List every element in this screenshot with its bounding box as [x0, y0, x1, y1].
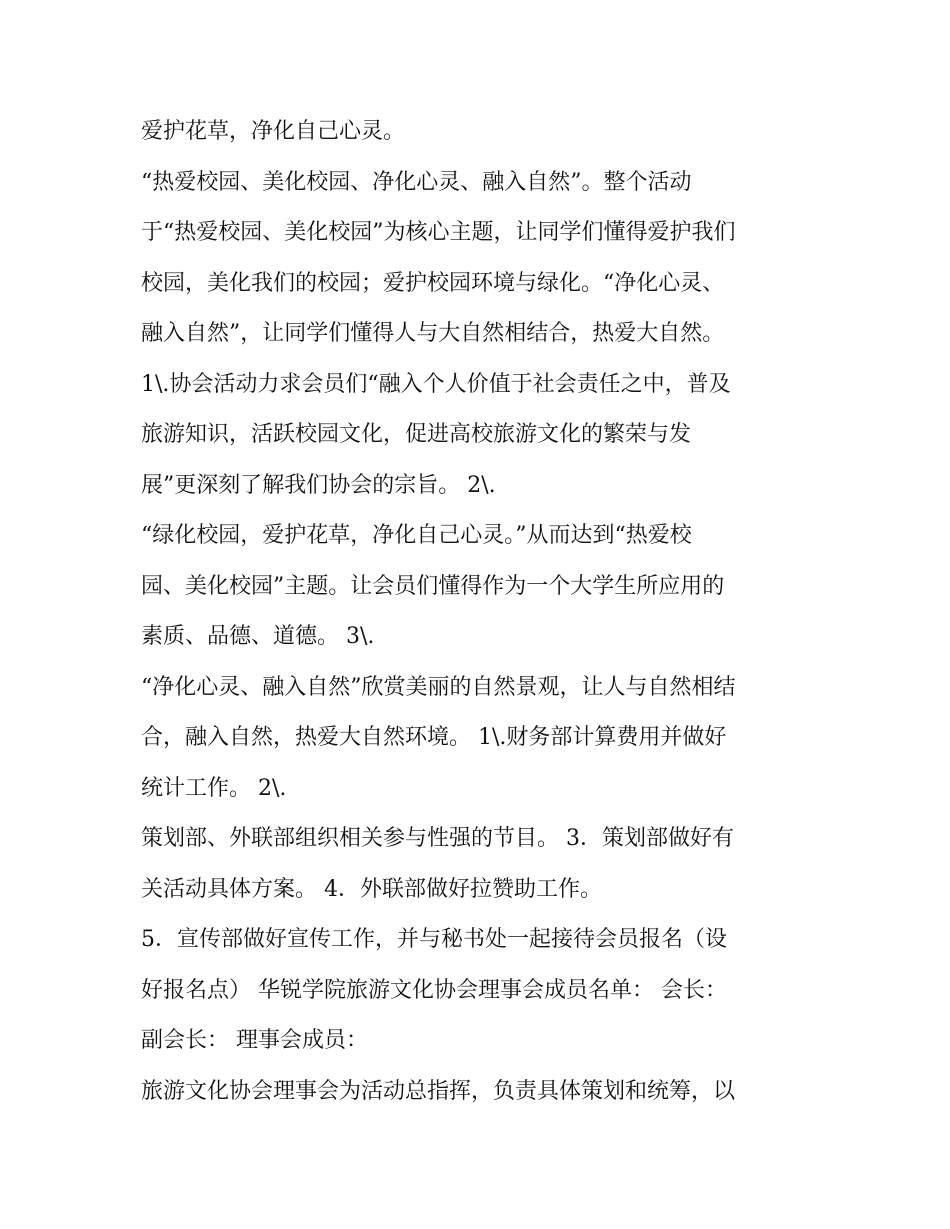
text-line: 副会长： 理事会成员：: [141, 1028, 368, 1053]
text-line: 旅游文化协会理事会为活动总指挥，负责具体策划和统筹，以: [141, 1078, 736, 1104]
text-line: 1\.协会活动力求会员们“融入个人价值于社会责任之中，普及: [141, 371, 731, 397]
text-line: 关活动具体方案。 4．外联部做好拉赞助工作。: [141, 876, 602, 902]
text-line: 园、美化校园”主题。让会员们懂得作为一个大学生所应用的: [141, 573, 725, 599]
text-line: 爱护花草，净化自己心灵。: [141, 119, 406, 144]
text-line: 展”更深刻了解我们协会的宗旨。 2\.: [141, 472, 496, 498]
text-line: “绿化校园，爱护花草，净化自己心灵。”从而达到“热爱校: [141, 523, 692, 548]
text-line: “热爱校园、美化校园、净化心灵、融入自然”。整个活动: [141, 169, 692, 195]
body-text: [141, 107, 821, 1117]
text-line: 于“热爱校园、美化校园”为核心主题，让同学们懂得爱护我们: [141, 220, 736, 245]
text-line: 5．宣传部做好宣传工作，并与秘书处一起接待会员报名（设: [141, 927, 727, 952]
text-line: 合，融入自然，热爱大自然环境。 1\.财务部计算费用并做好: [141, 725, 727, 750]
text-line: 融入自然”，让同学们懂得人与大自然相结合，热爱大自然。: [141, 321, 725, 346]
text-line: 统计工作。 2\.: [141, 775, 287, 801]
text-line: 校园，美化我们的校园；爱护校园环境与绿化。“净化心灵、: [141, 270, 725, 296]
text-line: 旅游知识，活跃校园文化，促进高校旅游文化的繁荣与发: [141, 422, 692, 447]
text-line: 策划部、外联部组织相关参与性强的节目。 3．策划部做好有: [141, 826, 734, 851]
text-line: 好报名点） 华锐学院旅游文化协会理事会成员名单： 会长：: [141, 977, 727, 1003]
text-line: “净化心灵、融入自然”欣赏美丽的自然景观，让人与自然相结: [141, 674, 736, 700]
text-line: 素质、品德、道德。 3\.: [141, 624, 375, 649]
